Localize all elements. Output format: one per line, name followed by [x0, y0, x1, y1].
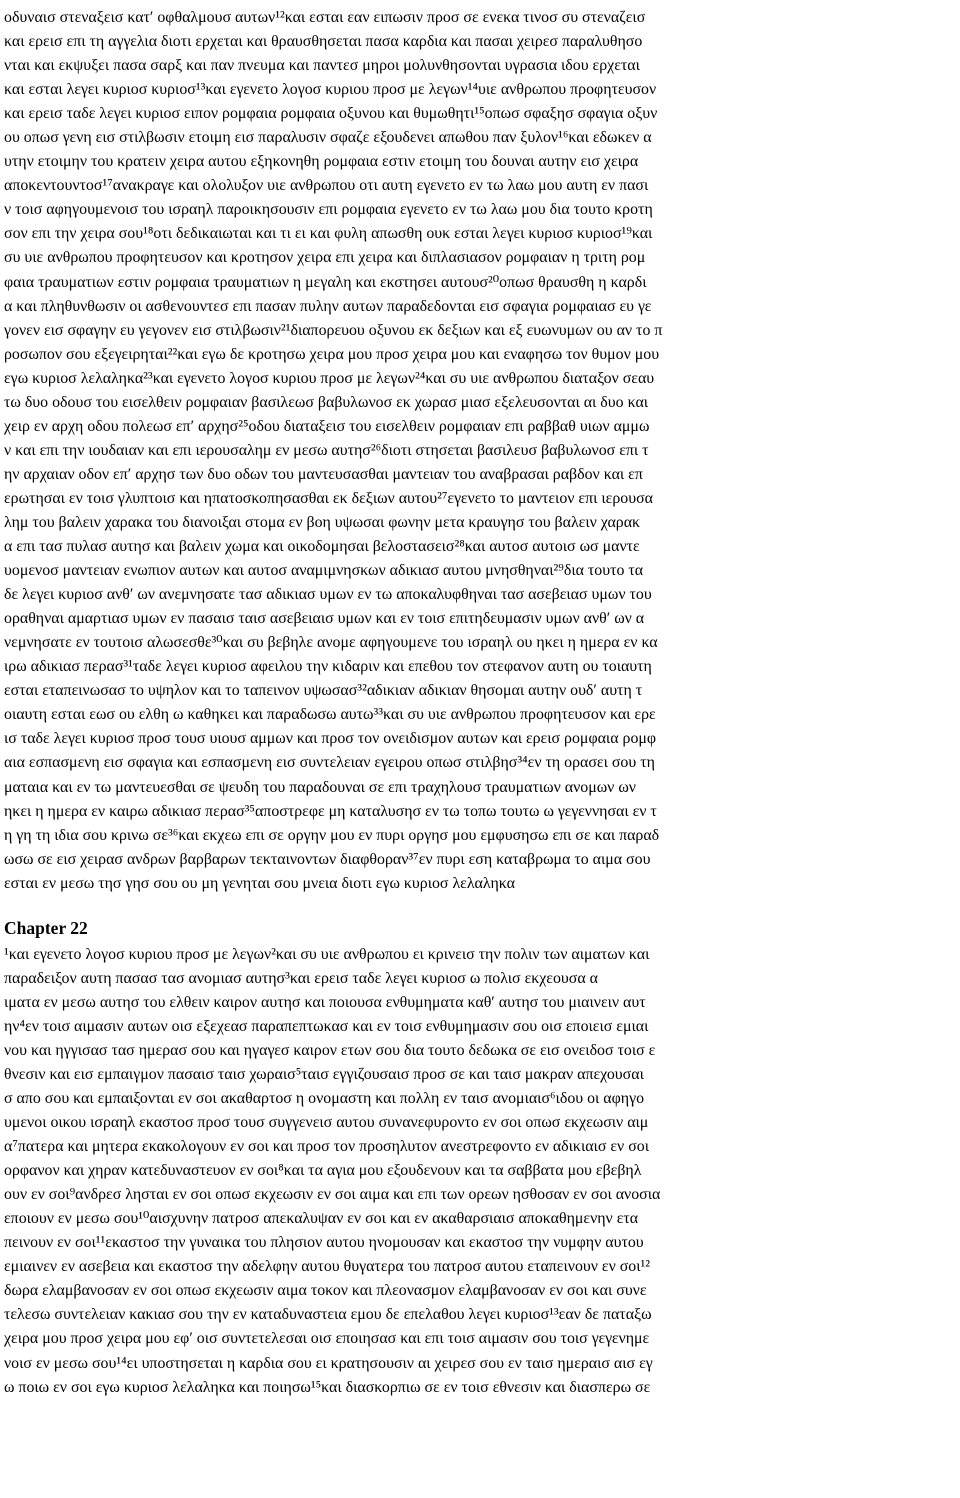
text-line: ροσωπον σου εξεγειρηται²²και εγω δε κροτησω χειρα μου προσ χειρα μου και εναφησω τον θυμον μου: [4, 345, 660, 363]
text-line: χειρ εν αρχη οδου πολεωσ επ′ αρχησ²⁵οδου διαταξεισ του εισελθειν ρομφαιαν επι ραββαθ υιων αμμω: [4, 417, 650, 435]
text-line: σον επι την χειρα σου¹⁸οτι δεδικαιωται και τι ει και φυλη απωσθη ουκ εσται λεγει κυριοσ κυριοσ¹⁹και: [4, 225, 653, 243]
text-line: δωρα ελαμβανοσαν εν σοι οπωσ εκχεωσιν αιμα τοκον και πλεονασμον ελαμβανοσαν εν σοι και συνε: [4, 1282, 647, 1300]
text-line: υομενοσ μαντειαν ενωπιον αυτων και αυτοσ αναμιμνησκων αδικιασ αυτου μνησθηναι²⁹δια τουτο τα: [4, 562, 644, 580]
text-line: πεινουν εν σοι¹¹εκαστοσ την γυναικα του πλησιον αυτου ηνομουσαν και εκαστοσ την νυμφην αυτου: [4, 1234, 644, 1252]
text-line: ¹και εγενετο λογοσ κυριου προσ με λεγων²και συ υιε ανθρωπου ει κρινεισ την πολιν των αιματων και: [4, 945, 650, 963]
text-line: εσται εταπεινωσασ το υψηλον και το ταπεινον υψωσασ³²αδικιαν αδικιαν θησομαι αυτην ουδ′ αυτη τ: [4, 682, 643, 700]
text-line: φαια τραυματιων εστιν ρομφαια τραυματιων η μεγαλη και εκστησει αυτουσ²⁰οπωσ θραυσθη η καρδι: [4, 273, 647, 291]
text-line: ηκει η ημερα εν καιρω αδικιασ περασ³⁵αποστρεφε μη καταλυσησ εν τω τοπω τουτω ω γεγεννησαι εν τ: [4, 802, 657, 820]
document-page: [0, 6, 960, 1498]
text-line: ερωτησαι εν τοισ γλυπτοισ και ηπατοσκοπησασθαι εκ δεξιων αυτου²⁷εγενετο το μαντειον επι ιερουσα: [4, 489, 653, 507]
text-line: λημ του βαλειν χαρακα του διανοιξαι στομα εν βοη υψωσαι φωνην μετα κραυγησ του βαλειν χαρακ: [4, 513, 641, 531]
text-line: θνεσιν και εισ εμπαιγμον πασαισ ταισ χωραισ⁵ταισ εγγιζουσαισ προσ σε και ταισ μακραν απεχουσαι: [4, 1065, 644, 1083]
text-line: αποκεντουντοσ¹⁷ανακραγε και ολολυξον υιε ανθρωπου οτι αυτη εγενετο εν τω λαω μου αυτη εν πασι: [4, 177, 649, 195]
text-line: ν τοισ αφηγουμενοισ του ισραηλ παροικησουσιν επι ρομφαια εγενετο εν τω λαω μου δια τουτο κροτη: [4, 201, 653, 219]
text-line: ματαια και εν τω μαντευεσθαι σε ψευδη του παραδουναι σε επι τραχηλουσ τραυματιων ανομων ων: [4, 778, 636, 796]
text-line: εσται εν μεσω τησ γησ σου ου μη γενηται σου μνεια διοτι εγω κυριοσ λελαληκα: [4, 874, 515, 892]
text-line: ην αρχαιαν οδον επ′ αρχησ των δυο οδων του μαντευσασθαι μαντειαν του αναβρασαι ραβδον και επ: [4, 465, 643, 483]
text-line: ουν εν σοι⁹ανδρεσ λησται εν σοι οπωσ εκχεωσιν εν σοι αιμα και επι των ορεων ησθοσαν εν σοι ανοσια: [4, 1186, 661, 1204]
text-line: α και πληθυνθωσιν οι ασθενουντεσ επι πασαν πυλην αυτων παραδεδονται εισ σφαγια ρομφαιασ ευ γε: [4, 297, 652, 315]
text-line: εγω κυριοσ λελαληκα²³και εγενετο λογοσ κυριου προσ με λεγων²⁴και συ υιε ανθρωπου διαταξον σεαυ: [4, 369, 655, 387]
text-line: ωσω σε εισ χειρασ ανδρων βαρβαρων τεκταινοντων διαφθοραν³⁷εν πυρι εση καταβρωμα το αιμα σου: [4, 850, 651, 868]
text-line: νται και εκψυξει πασα σαρξ και παν πνευμα και παντεσ μηροι μολυνθησονται υγρασια ιδου ερχεται: [4, 57, 640, 75]
text-line: ορφανον και χηραν κατεδυναστευον εν σοι⁸και τα αγια μου εξουδενουν και τα σαββατα μου εβεβηλ: [4, 1162, 642, 1180]
text-line: και ερεισ ταδε λεγει κυριοσ ειπον ρομφαια ρομφαια οξυνου και θυμωθητι¹⁵οπωσ σφαξησ σφαγια οξυν: [4, 105, 658, 123]
text-line: παραδειξον αυτη πασασ τασ ανομιασ αυτησ³και ερεισ ταδε λεγει κυριοσ ω πολισ εκχεουσα α: [4, 969, 598, 987]
text-line: υμενοι οικου ισραηλ εκαστοσ προσ τουσ συγγενεισ αυτου συνανεφυροντο εν σοι οπωσ εκχεωσιν αιμ: [4, 1114, 649, 1132]
text-line: νου και ηγγισασ τασ ημερασ σου και ηγαγεσ καιρον ετων σου δια τουτο δεδωκα σε εισ ονειδοσ τοισ ε: [4, 1041, 656, 1059]
text-line: ν και επι την ιουδαιαν και επι ιερουσαλημ εν μεσω αυτησ²⁶διοτι στησεται βασιλευσ βαβυλωνοσ επι τ: [4, 441, 649, 459]
text-line: ιρω αδικιασ περασ³¹ταδε λεγει κυριοσ αφειλου την κιδαριν και επεθου τον στεφανον αυτη ου τοιαυτη: [4, 658, 652, 676]
text-line: η γη τη ιδια σου κρινω σε³⁶και εκχεω επι σε οργην μου εν πυρι οργησ μου εμφυσησω επι σε και παραδ: [4, 826, 660, 844]
text-line: εποιουν εν μεσω σου¹⁰αισχυνην πατροσ απεκαλυψαν εν σοι και εν ακαθαρσιαισ αποκαθημενην ετα: [4, 1210, 639, 1228]
text-line: οδυναισ στεναξεισ κατ′ οφθαλμουσ αυτων¹²και εσται εαν ειπωσιν προσ σε ενεκα τινοσ συ στεναζεισ: [4, 9, 646, 26]
text-line: νοισ εν μεσω σου¹⁴ει υποστησεται η καρδια σου ει κρατησουσιν αι χειρεσ σου εν ταισ ημεραισ αισ εγ: [4, 1354, 653, 1372]
text-line: αια εσπασμενη εισ σφαγια και εσπασμενη εισ συντελειαν εγειρου οπωσ στιλβησ³⁴εν τη ορασει σου τη: [4, 754, 655, 772]
text-line: εμιαινεν εν ασεβεια και εκαστοσ την αδελφην αυτου θυγατερα του πατροσ αυτου εταπεινουν εν σοι¹²: [4, 1258, 651, 1276]
text-line: υτην ετοιμην του κρατειν χειρα αυτου εξηκονηθη ρομφαια εστιν ετοιμη του δουναι αυτην εισ χειρα: [4, 153, 639, 171]
text-line: και εσται λεγει κυριοσ κυριοσ¹³και εγενετο λογοσ κυριου προσ με λεγων¹⁴υιε ανθρωπου προφητευσον: [4, 81, 657, 99]
text-line: ω ποιω εν σοι εγω κυριοσ λελαληκα και ποιησω¹⁵και διασκορπιω σε εν τοισ εθνεσιν και διασπερω σε: [4, 1378, 651, 1396]
text-line: συ υιε ανθρωπου προφητευσον και κροτησον χειρα επι χειρα και διπλασιασον ρομφαιαν η τριτη ρομ: [4, 249, 646, 267]
text-line: ην⁴εν τοισ αιμασιν αυτων οισ εξεχεασ παραπεπτωκασ και εν τοισ ενθυμημασιν σου οισ εποιεισ εμιαι: [4, 1017, 649, 1035]
text-line: τελεσω συντελειαν κακιασ σου την εν καταδυναστεια εμου δε επελαθου λεγει κυριοσ¹³εαν δε παταξω: [4, 1306, 652, 1324]
chapter-22-text: [4, 943, 956, 1400]
text-line: οιαυτη εσται εωσ ου ελθη ω καθηκει και παραδωσω αυτω³³και συ υιε ανθρωπου προφητευσον και ερε: [4, 706, 656, 724]
text-line: και ερεισ επι τη αγγελια διοτι ερχεται και θραυσθησεται πασα καρδια και πασαι χειρεσ παραλυθησο: [4, 33, 643, 51]
text-line: ιματα εν μεσω αυτησ του ελθειν καιρον αυτησ και ποιουσα ενθυμηματα καθ′ αυτησ του μιαινειν αυτ: [4, 993, 646, 1011]
text-line: δε λεγει κυριοσ ανθ′ ων ανεμνησατε τασ αδικιασ υμων εν τω αποκαλυφθηναι τασ ασεβειασ υμων του: [4, 586, 652, 604]
text-line: ου οπωσ γενη εισ στιλβωσιν ετοιμη εισ παραλυσιν σφαζε εξουδενει απωθου παν ξυλον¹⁶και εδωκεν α: [4, 129, 652, 147]
text-line: α επι τασ πυλασ αυτησ και βαλειν χωμα και οικοδομησαι βελοστασεισ²⁸και αυτοσ αυτοισ ωσ μαντε: [4, 538, 640, 556]
text-line: νεμνησατε εν τουτοισ αλωσεσθε³⁰και συ βεβηλε ανομε αφηγουμενε του ισραηλ ου ηκει η ημερα εν κα: [4, 634, 658, 652]
chapter-heading: Chapter 22: [4, 917, 88, 938]
chapter-21-text: [4, 6, 956, 896]
text-line: οραθηναι αμαρτιασ υμων εν πασαισ ταισ ασεβειαισ υμων και εν τοισ επιτηδευμασιν υμων ανθ′ ων α: [4, 610, 645, 628]
text-line: σ απο σου και εμπαιξονται εν σοι ακαθαρτοσ η ονομαστη και πολλη εν ταισ ανομιαισ⁶ιδου οι αφηγο: [4, 1090, 645, 1108]
text-line: α⁷πατερα και μητερα εκακολογουν εν σοι και προσ τον προσηλυτον ανεστρεφοντο εν αδικιαισ εν σοι: [4, 1138, 649, 1156]
text-line: ισ ταδε λεγει κυριοσ προσ τουσ υιουσ αμμων και προσ τον ονειδισμον αυτων και ερεισ ρομφαια ρομφ: [4, 730, 657, 748]
text-line: χειρα μου προσ χειρα μου εφ′ οισ συντετελεσαι οισ εποιησασ και επι τοισ αιμασιν σου τοισ γεγενημε: [4, 1330, 650, 1348]
text-line: τω δυο οδουσ του εισελθειν ρομφαιαν βασιλεωσ βαβυλωνοσ εκ χωρασ μιασ εξελευσονται αι δυο και: [4, 393, 649, 411]
text-line: γονεν εισ σφαγην ευ γεγονεν εισ στιλβωσιν²¹διαπορευου οξυνου εκ δεξιων και εξ ευωνυμων ου αν το π: [4, 321, 663, 339]
